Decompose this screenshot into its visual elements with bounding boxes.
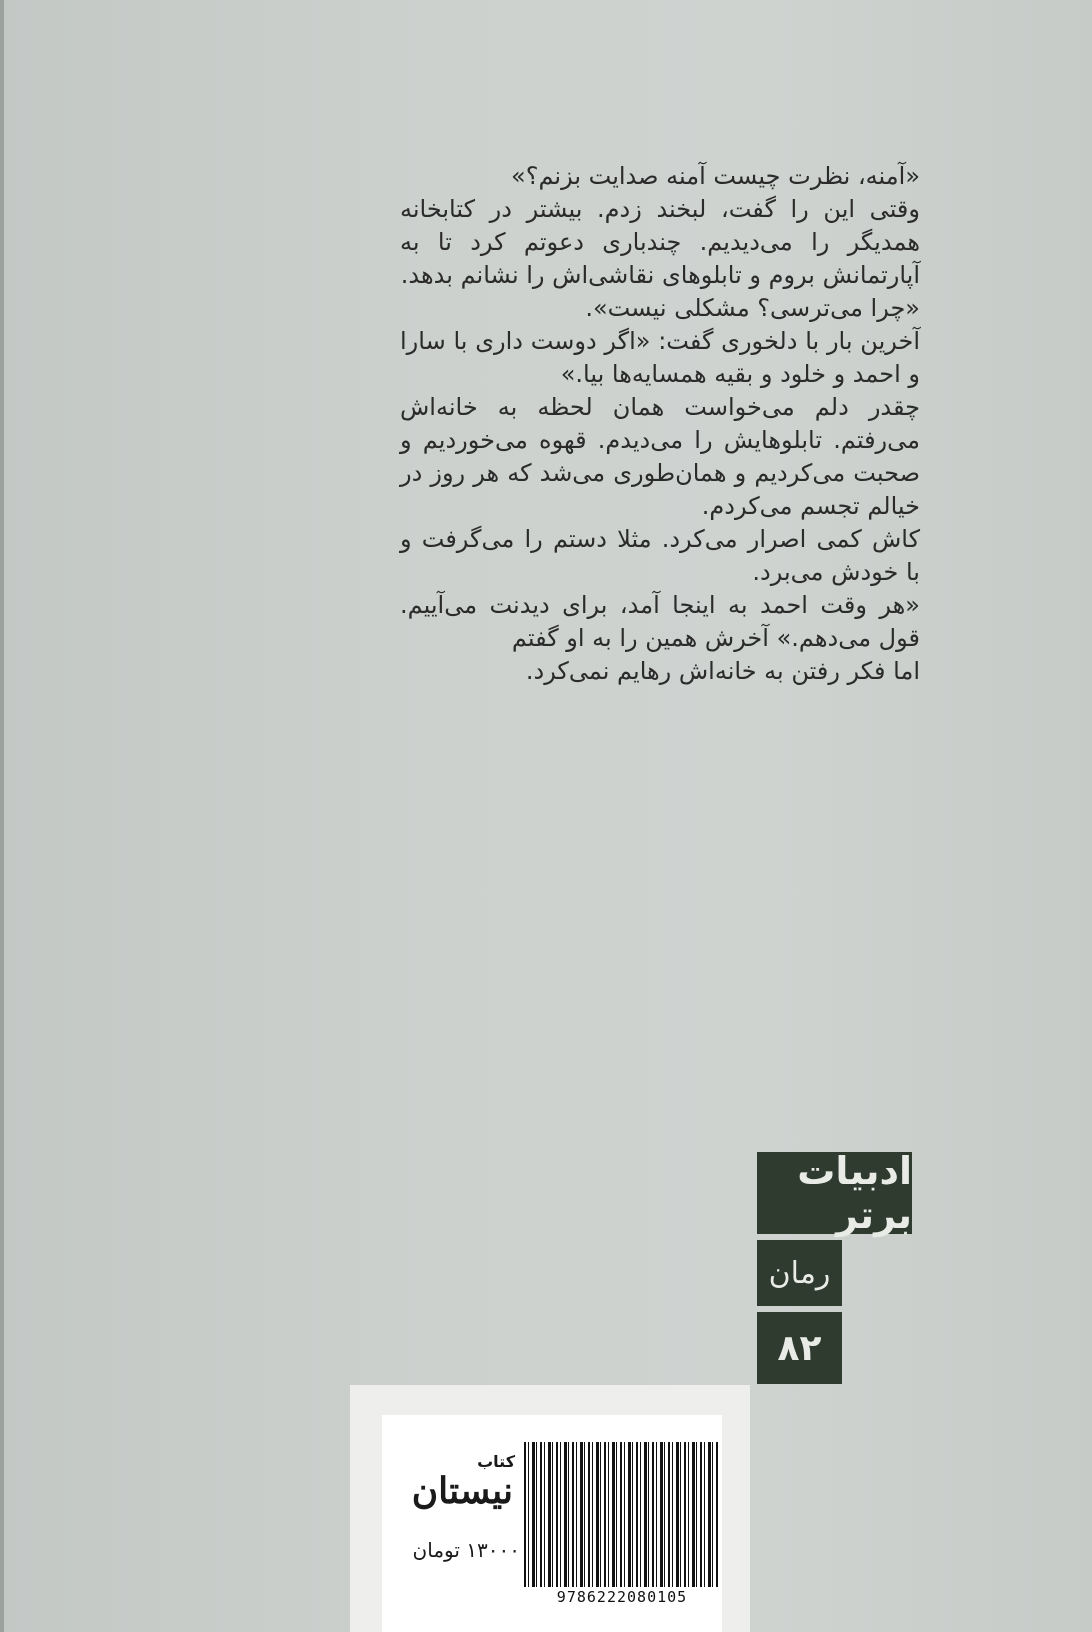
blurb-paragraph: کاش کمی اصرار می‌کرد. مثلا دستم را می‌گرفت و با خودش می‌برد. [400, 525, 920, 586]
publisher-logo-small-text: کتاب [477, 1452, 515, 1471]
blurb-paragraph: «آمنه، نظرت چیست آمنه صدایت بزنم؟» [511, 162, 920, 190]
blurb-paragraph: آخرین بار با دلخوری گفت: «اگر دوست داری با سارا و احمد و خلود و بقیه همسایه‌ها بیا.» [400, 327, 920, 388]
barcode-icon [524, 1442, 720, 1587]
publisher-logo-name: نیستان [411, 1470, 513, 1512]
series-number-label: ۸۲ [757, 1312, 842, 1384]
publisher-logo [405, 1452, 517, 1522]
isbn-number: 9786222080105 [556, 1588, 688, 1606]
series-genre-label: رمان [757, 1240, 842, 1306]
blurb-paragraph: «چرا می‌ترسی؟ مشکلی نیست». [585, 294, 920, 322]
back-cover-blurb [400, 160, 920, 688]
blurb-paragraph: چقدر دلم می‌خواست همان لحظه به خانه‌اش می‌رفتم. تابلوهایش را می‌دیدم. قهوه می‌خوردیم و صحبت می‌کردیم و همان‌طوری می‌شد که هر روز در خیالم تجسم می‌کردم. [400, 393, 920, 520]
blurb-paragraph: اما فکر رفتن به خانه‌اش رهایم نمی‌کرد. [525, 657, 920, 685]
spine-edge [0, 0, 4, 1632]
blurb-paragraph: وقتی این را گفت، لبخند زدم. بیشتر در کتابخانه همدیگر را می‌دیدیم. چندباری دعوتم کرد تا به آپارتمانش بروم و تابلوهای نقاشی‌اش را نشانم بدهد. [400, 195, 920, 289]
series-title-logo: ادبیات برتر [757, 1152, 912, 1234]
blurb-paragraph: «هر وقت احمد به اینجا آمد، برای دیدنت می‌آییم. قول می‌دهم.» آخرش همین را به او گفتم [400, 591, 920, 652]
price-label: ۱۳۰۰۰ تومان [412, 1538, 520, 1562]
